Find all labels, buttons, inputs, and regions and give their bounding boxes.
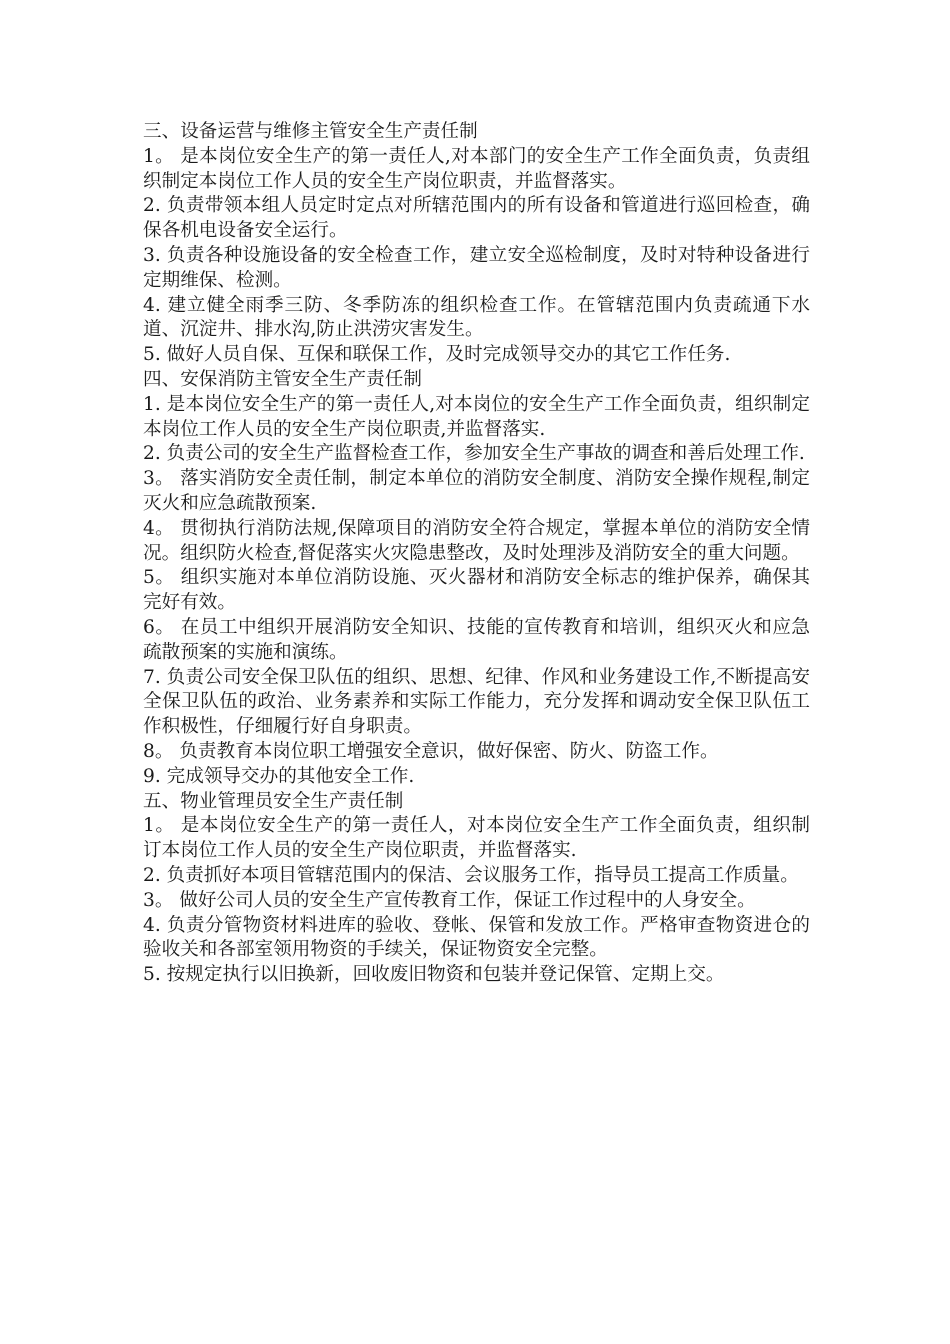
section-heading: 四、安保消防主管安全生产责任制 xyxy=(143,368,422,390)
section-security-fire xyxy=(143,368,810,790)
list-item: 6。 在员工中组织开展消防安全知识、技能的宣传教育和培训，组织灭火和应急疏散预案的实施和演练。 xyxy=(143,616,810,663)
list-item: 3。 落实消防安全责任制，制定本单位的消防安全制度、消防安全操作规程,制定灭火和应急疏散预案. xyxy=(143,468,810,514)
list-item: 8。 负责教育本岗位职工增强安全意识，做好保密、防火、防盗工作。 xyxy=(143,740,719,762)
document-page xyxy=(143,120,810,988)
list-item: 5。 组织实施对本单位消防设施、灭火器材和消防安全标志的维护保养，确保其完好有效。 xyxy=(143,567,810,614)
section-heading: 三、设备运营与维修主管安全生产责任制 xyxy=(143,121,478,142)
section-property-admin xyxy=(143,790,810,988)
list-item: 2. 负责带领本组人员定时定点对所辖范围内的所有设备和管道进行巡回检查，确保各机电设备安全运行。 xyxy=(143,195,810,242)
list-item: 5. 按规定执行以旧换新，回收废旧物资和包装并登记保管、定期上交。 xyxy=(143,964,725,986)
list-item: 1. 是本岗位安全生产的第一责任人,对本岗位的安全生产工作全面负责，组织制定本岗位工作人员的安全生产岗位职责,并监督落实. xyxy=(143,393,810,440)
list-item: 9. 完成领导交办的其他安全工作. xyxy=(143,765,415,787)
list-item: 4. 负责分管物资材料进库的验收、登帐、保管和发放工作。严格审查物资进仓的验收关和各部室领用物资的手续关，保证物资安全完整。 xyxy=(143,914,810,961)
list-item: 5. 做好人员自保、互保和联保工作，及时完成领导交办的其它工作任务. xyxy=(143,344,731,366)
section-equipment xyxy=(143,120,810,368)
list-item: 7. 负责公司安全保卫队伍的组织、思想、纪律、作风和业务建设工作,不断提高安全保卫队伍的政治、业务素养和实际工作能力，充分发挥和调动安全保卫队伍工作积极性，仔细履行好自身职责。 xyxy=(143,666,810,738)
list-item: 4. 建立健全雨季三防、冬季防冻的组织检查工作。在管辖范围内负责疏通下水道、沉淀井、排水沟,防止洪涝灾害发生。 xyxy=(143,294,810,341)
list-item: 1。 是本岗位安全生产的第一责任人，对本岗位安全生产工作全面负责，组织制订本岗位工作人员的安全生产岗位职责，并监督落实. xyxy=(143,815,810,862)
list-item: 2. 负责抓好本项目管辖范围内的保洁、会议服务工作，指导员工提高工作质量。 xyxy=(143,864,799,886)
list-item: 4。 贯彻执行消防法规,保障项目的消防安全符合规定，掌握本单位的消防安全情况。组织防火检查,督促落实火灾隐患整改，及时处理涉及消防安全的重大问题。 xyxy=(143,517,810,564)
list-item: 3。 做好公司人员的安全生产宣传教育工作，保证工作过程中的人身安全。 xyxy=(143,889,756,911)
list-item: 2. 负责公司的安全生产监督检查工作，参加安全生产事故的调查和善后处理工作. xyxy=(143,443,805,465)
list-item: 1。 是本岗位安全生产的第一责任人,对本部门的安全生产工作全面负责，负责组织制定本岗位工作人员的安全生产岗位职责，并监督落实。 xyxy=(143,145,810,192)
section-heading: 五、物业管理员安全生产责任制 xyxy=(143,790,404,812)
list-item: 3. 负责各种设施设备的安全检查工作，建立安全巡检制度，及时对特种设备进行定期维保、检测。 xyxy=(143,244,810,291)
